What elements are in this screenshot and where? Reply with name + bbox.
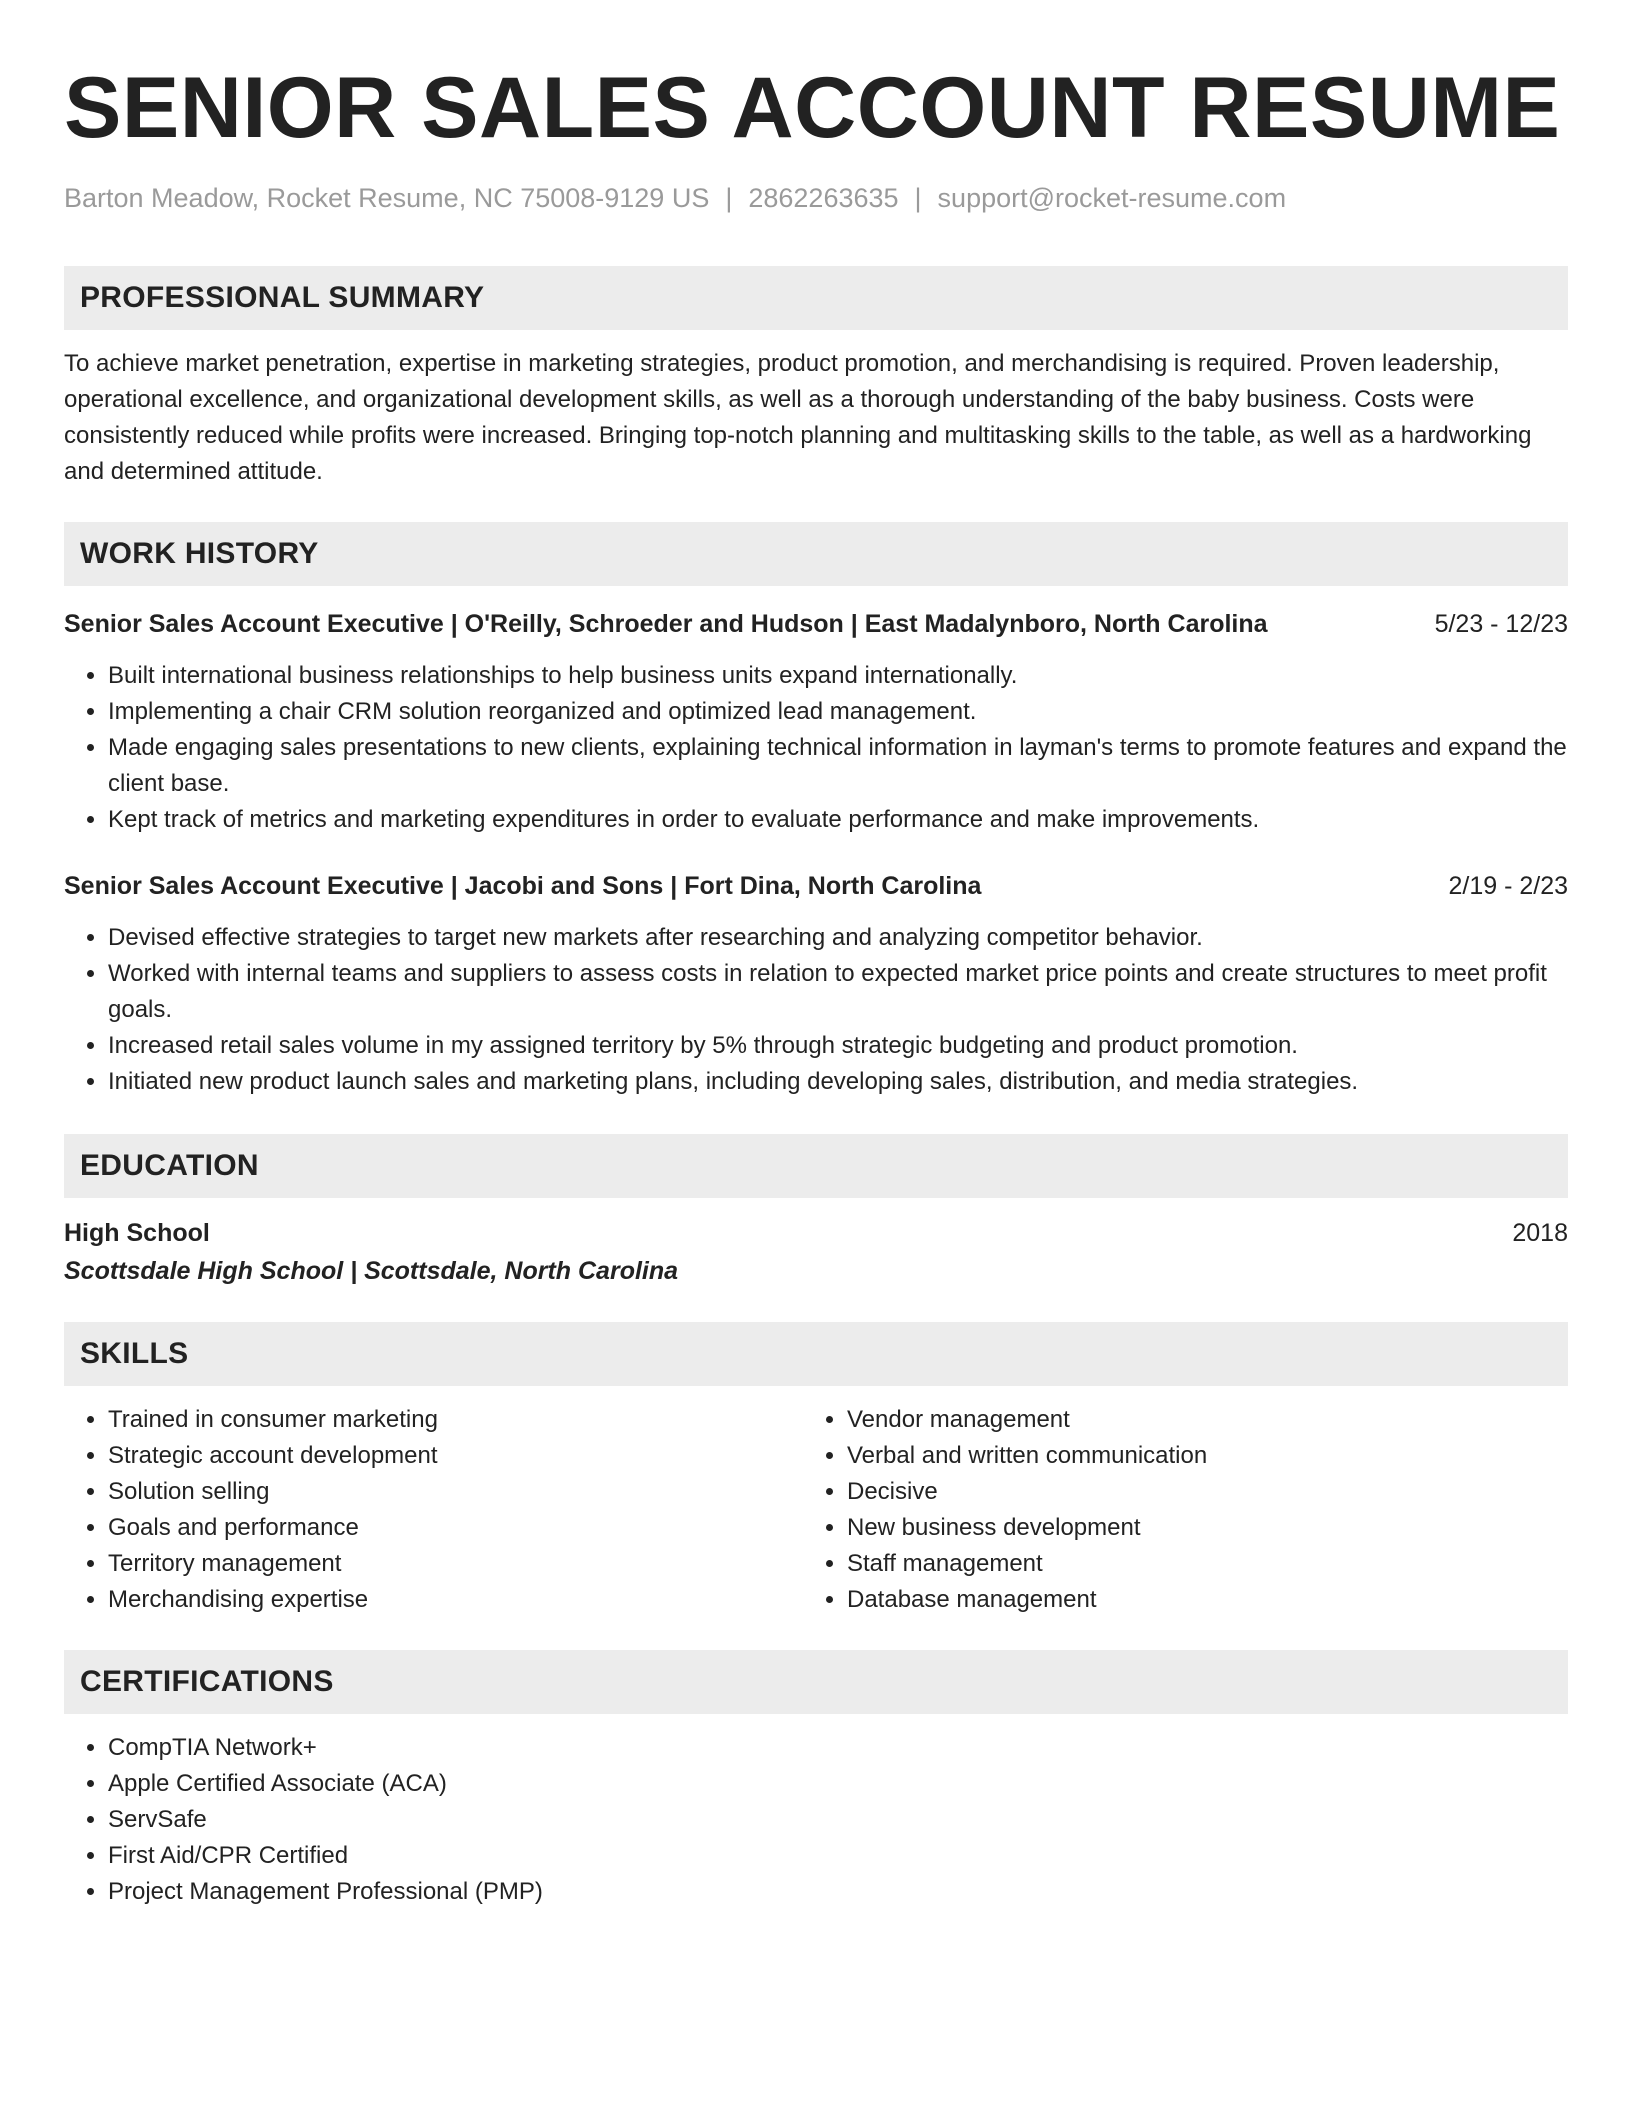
job-entry <box>64 868 1568 1100</box>
job-bullet: • Devised effective strategies to target new markets after researching and analyzing competitor behavior. <box>108 920 1568 956</box>
job-bullet: • Implementing a chair CRM solution reorganized and optimized lead management. <box>108 694 1568 730</box>
education-year: 2018 <box>1512 1219 1568 1247</box>
skill-item: • Database management <box>847 1582 1542 1618</box>
job-bullet: • Made engaging sales presentations to new clients, explaining technical information in layman's terms to promote features and expand the client base. <box>108 730 1568 802</box>
certification-item: • First Aid/CPR Certified <box>108 1838 1568 1874</box>
job-title: Senior Sales Account Executive | Jacobi and Sons | Fort Dina, North Carolina <box>64 872 982 900</box>
summary-text: To achieve market penetration, expertise in marketing strategies, product promotion, and merchandising is required. Proven leadership, operational excellence, and organizational development skills, as well as a thorough understanding of the baby business. Costs were consistently reduced while profits were increased. Bringing top-notch planning and multitasking skills to the table, as well as a hardworking and determined attitude. <box>64 350 1532 485</box>
skill-item: • Trained in consumer marketing <box>108 1402 803 1438</box>
skills-grid <box>64 1402 1568 1618</box>
skill-item: • Verbal and written communication <box>847 1438 1542 1474</box>
job-bullet: • Increased retail sales volume in my assigned territory by 5% through strategic budgeting and product promotion. <box>108 1028 1568 1064</box>
education-degree: High School <box>64 1219 210 1247</box>
contact-separator: | <box>914 183 922 213</box>
job-dates: 2/19 - 2/23 <box>1448 872 1568 900</box>
job-bullet: • Worked with internal teams and suppliers to assess costs in relation to expected market price points and create structures to meet profit goals. <box>108 956 1568 1028</box>
job-bullet: • Built international business relationships to help business units expand internationally. <box>108 658 1568 694</box>
skill-item: • Vendor management <box>847 1402 1542 1438</box>
contact-address: Barton Meadow, Rocket Resume, NC 75008-9129 US <box>64 183 710 213</box>
job-heading-line <box>64 868 1568 904</box>
skill-item: • Merchandising expertise <box>108 1582 803 1618</box>
skill-item: • Decisive <box>847 1474 1542 1510</box>
job-bullet-list <box>64 658 1568 838</box>
job-bullet-list <box>64 920 1568 1100</box>
skills-list-left <box>64 1402 803 1618</box>
certification-item: • Project Management Professional (PMP) <box>108 1874 1568 1910</box>
skill-item: • New business development <box>847 1510 1542 1546</box>
resume-title: SENIOR SALES ACCOUNT RESUME <box>64 60 1561 156</box>
skill-item: • Strategic account development <box>108 1438 803 1474</box>
job-entry <box>64 606 1568 838</box>
section-header-certifications: CERTIFICATIONS <box>64 1650 1568 1714</box>
job-bullet: • Kept track of metrics and marketing expenditures in order to evaluate performance and make improvements. <box>108 802 1568 838</box>
job-heading-line <box>64 606 1568 642</box>
job-bullet: • Initiated new product launch sales and marketing plans, including developing sales, distribution, and media strategies. <box>108 1064 1568 1100</box>
education-entry <box>64 1214 1568 1290</box>
section-header-education: EDUCATION <box>64 1134 1568 1198</box>
contact-phone: 2862263635 <box>748 183 899 213</box>
contact-separator: | <box>725 183 733 213</box>
certification-item: • CompTIA Network+ <box>108 1730 1568 1766</box>
job-title: Senior Sales Account Executive | O'Reilly, Schroeder and Hudson | East Madalynboro, North Carolina <box>64 610 1268 638</box>
certification-item: • Apple Certified Associate (ACA) <box>108 1766 1568 1802</box>
education-school: Scottsdale High School | Scottsdale, North Carolina <box>64 1257 679 1285</box>
skills-list-right <box>803 1402 1542 1618</box>
job-dates: 5/23 - 12/23 <box>1434 610 1568 638</box>
certification-item: • ServSafe <box>108 1802 1568 1838</box>
section-header-work-history: WORK HISTORY <box>64 522 1568 586</box>
contact-email: support@rocket-resume.com <box>937 183 1287 213</box>
section-header-summary: PROFESSIONAL SUMMARY <box>64 266 1568 330</box>
skill-item: • Staff management <box>847 1546 1542 1582</box>
skill-item: • Territory management <box>108 1546 803 1582</box>
skill-item: • Goals and performance <box>108 1510 803 1546</box>
education-heading-line <box>64 1214 1568 1252</box>
skill-item: • Solution selling <box>108 1474 803 1510</box>
section-header-skills: SKILLS <box>64 1322 1568 1386</box>
certifications-list <box>64 1730 1568 1910</box>
contact-line <box>64 180 1568 216</box>
